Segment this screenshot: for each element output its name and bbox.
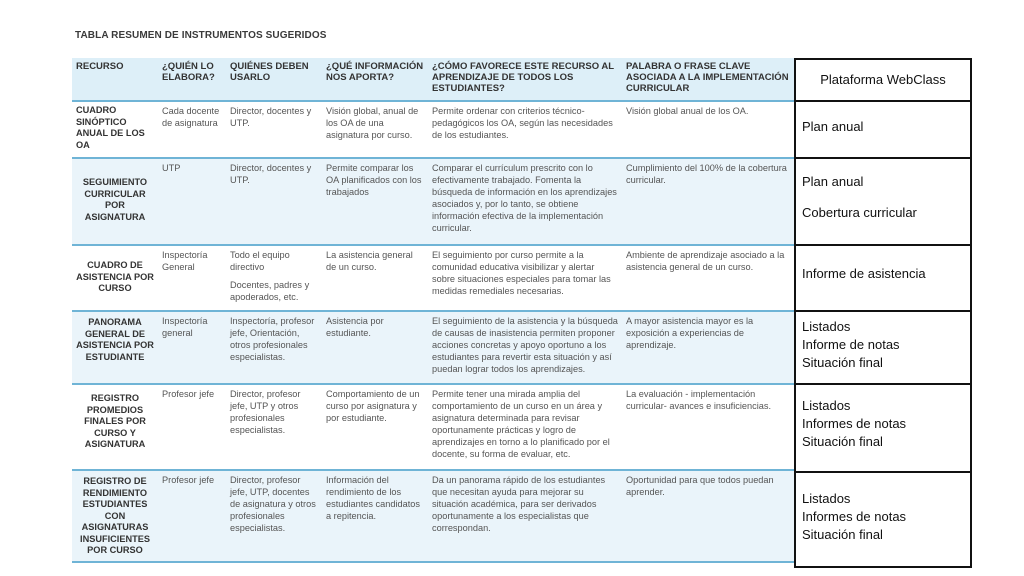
webclass-item: Informe de notas [802, 337, 900, 352]
webclass-item: Informe de asistencia [802, 266, 926, 281]
cell-informacion: Comportamiento de un curso por asignatura y por estudiante. [322, 384, 428, 470]
cell-recurso: REGISTRO PROMEDIOS FINALES POR CURSO Y ASIGNATURA [72, 384, 158, 470]
header-recurso: RECURSO [72, 58, 158, 101]
cell-favorece: Da un panorama rápido de los estudiantes que necesitan ayuda para mejorar su situación académica, para ser derivados oportunamente a los especialistas que correspondan. [428, 470, 622, 562]
cell-recurso: PANORAMA GENERAL DE ASISTENCIA POR ESTUDIANTE [72, 311, 158, 384]
webclass-box [794, 100, 972, 159]
cell-informacion: Información del rendimiento de los estudiantes candidatos a repitencia. [322, 470, 428, 562]
webclass-header-label: Plataforma WebClass [820, 72, 946, 87]
document-title: TABLA RESUMEN DE INSTRUMENTOS SUGERIDOS [75, 30, 327, 41]
cell-informacion: La asistencia general de un curso. [322, 245, 428, 311]
cell-recurso: SEGUIMIENTO CURRICULAR POR ASIGNATURA [72, 158, 158, 245]
cell-elabora: Profesor jefe [158, 384, 226, 470]
table-row [72, 470, 794, 562]
cell-usuarios: Director, profesor jefe, UTP, docentes de asignatura y otros profesionales especialistas. [226, 470, 322, 562]
cell-elabora: Inspectoría General [158, 245, 226, 311]
webclass-column [794, 58, 972, 568]
webclass-item: Cobertura curricular [802, 205, 917, 220]
cell-usuarios: Director, profesor jefe, UTP y otros profesionales especialistas. [226, 384, 322, 470]
cell-clave: La evaluación - implementación curricular- avances e insuficiencias. [622, 384, 794, 470]
cell-informacion: Permite comparar los OA planificados con los trabajados [322, 158, 428, 245]
header-quien-elabora: ¿QUIÉN LO ELABORA? [158, 58, 226, 101]
cell-usuarios-extra: Docentes, padres y apoderados, etc. [230, 280, 310, 302]
cell-favorece: Comparar el currículum prescrito con lo efectivamente trabajado. Fomenta la búsqueda de información en los aprendizajes asociados y, por lo tanto, se obtiene información efectiva de la implementación curricular. [428, 158, 622, 245]
cell-favorece: Permite ordenar con criterios técnico-pedagógicos los OA, según las necesidades de los estudiantes. [428, 101, 622, 158]
cell-elabora: UTP [158, 158, 226, 245]
webclass-item: Informes de notas [802, 509, 907, 524]
cell-favorece: El seguimiento por curso permite a la comunidad educativa visibilizar y alertar sobre situaciones especiales para tomar las medidas remediales necesarias. [428, 245, 622, 311]
header-quienes-usan: QUIÉNES DEBEN USARLO [226, 58, 322, 101]
cell-elabora: Cada docente de asignatura [158, 101, 226, 158]
cell-informacion: Visión global, anual de los OA de una asignatura por curso. [322, 101, 428, 158]
cell-clave: Cumplimiento del 100% de la cobertura curricular. [622, 158, 794, 245]
webclass-box [794, 310, 972, 385]
cell-favorece: Permite tener una mirada amplia del comportamiento de un curso en un área y asignatura determinada para revisar oportunamente prácticas y logro de aprendizajes en torno a lo planificado por el docente, su forma de evaluar, etc. [428, 384, 622, 470]
table-row [72, 311, 794, 384]
cell-informacion: Asistencia por estudiante. [322, 311, 428, 384]
cell-elabora: Inspectoría general [158, 311, 226, 384]
cell-recurso: REGISTRO DE RENDIMIENTO ESTUDIANTES CON ASIGNATURAS INSUFICIENTES POR CURSO [72, 470, 158, 562]
table-row [72, 384, 794, 470]
cell-recurso: CUADRO SINÓPTICO ANUAL DE LOS OA [72, 101, 158, 158]
table-row [72, 245, 794, 311]
table-row [72, 158, 794, 245]
webclass-item: Informes de notas [802, 416, 907, 431]
webclass-box [794, 244, 972, 312]
table-row [72, 101, 794, 158]
instruments-table [72, 58, 794, 563]
cell-clave: A mayor asistencia mayor es la exposición a experiencias de aprendizaje. [622, 311, 794, 384]
cell-usuarios: Director, docentes y UTP. [226, 158, 322, 245]
webclass-item: Listados [802, 398, 851, 413]
webclass-box [794, 383, 972, 473]
webclass-item: Situación final [802, 355, 883, 370]
header-como-favorece: ¿CÓMO FAVORECE ESTE RECURSO AL APRENDIZAJE DE TODOS LOS ESTUDIANTES? [428, 58, 622, 101]
webclass-header [794, 58, 972, 102]
webclass-item: Situación final [802, 527, 883, 542]
cell-clave: Ambiente de aprendizaje asociado a la asistencia general de un curso. [622, 245, 794, 311]
table-header-row [72, 58, 794, 101]
cell-usuarios [226, 245, 322, 311]
cell-usuarios: Director, docentes y UTP. [226, 101, 322, 158]
webclass-item: Listados [802, 319, 851, 334]
cell-elabora: Profesor jefe [158, 470, 226, 562]
header-palabra-clave: PALABRA O FRASE CLAVE ASOCIADA A LA IMPLEMENTACIÓN CURRICULAR [622, 58, 794, 101]
cell-clave: Oportunidad para que todos puedan aprender. [622, 470, 794, 562]
cell-usuarios: Inspectoría, profesor jefe, Orientación, otros profesionales especialistas. [226, 311, 322, 384]
webclass-box [794, 471, 972, 568]
cell-clave: Visión global anual de los OA. [622, 101, 794, 158]
cell-usuarios-main: Todo el equipo directivo [230, 250, 290, 272]
cell-favorece: El seguimiento de la asistencia y la búsqueda de causas de inasistencia permiten proponer acciones concretas y apoyo oportuno a los estudiantes para revertir esta situación y así puedan lograr todos los aprendizajes. [428, 311, 622, 384]
webclass-item: Listados [802, 491, 851, 506]
webclass-box [794, 157, 972, 246]
webclass-item: Plan anual [802, 119, 864, 134]
webclass-item: Situación final [802, 434, 883, 449]
header-informacion: ¿QUÉ INFORMACIÓN NOS APORTA? [322, 58, 428, 101]
webclass-item: Plan anual [802, 174, 864, 189]
cell-recurso: CUADRO DE ASISTENCIA POR CURSO [72, 245, 158, 311]
